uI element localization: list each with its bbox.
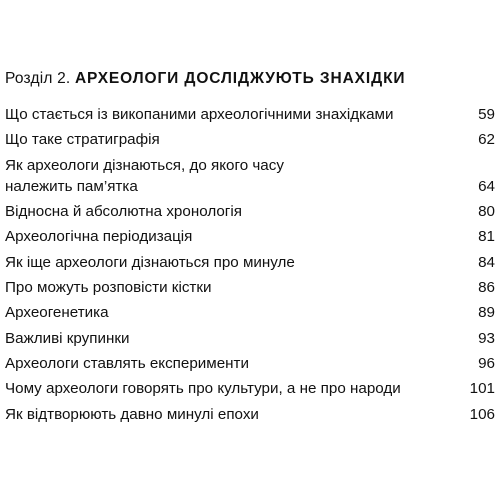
toc-entry-title: Археологи ставлять експерименти — [5, 354, 250, 372]
toc-entry-title: Як відтворюють давно минулі епохи — [5, 405, 259, 423]
toc-entry-title: Про можуть розповісти кістки — [5, 279, 212, 297]
toc-entry-page: 81 — [478, 228, 495, 246]
toc-entry-page: 64 — [478, 177, 495, 195]
toc-entry-title: Що таке стратиграфія — [5, 131, 160, 149]
toc-entry-page: 106 — [469, 405, 495, 423]
toc-entry-title: Важливі крупинки — [5, 329, 130, 347]
toc-entry-title: Чому археологи говорять про культури, а не про народи — [5, 380, 401, 398]
table-of-contents — [5, 69, 495, 429]
toc-entry-page: 93 — [478, 329, 495, 347]
toc-entry-title: Відносна й абсолютна хронологія — [5, 203, 242, 221]
toc-entry-title: Археологічна періодизація — [5, 228, 193, 246]
toc-entry — [5, 328, 495, 349]
toc-entry-page: 62 — [478, 131, 495, 149]
toc-entry — [5, 104, 495, 125]
toc-entry — [5, 277, 495, 298]
toc-entry — [5, 252, 495, 273]
toc-entry-page: 101 — [469, 380, 495, 398]
section-heading — [5, 69, 495, 89]
toc-entry-title: Як археологи дізнаються, до якого часу належить пам’ятка — [5, 156, 284, 195]
toc-entry-list — [5, 104, 495, 425]
toc-entry-page: 89 — [478, 304, 495, 322]
toc-entry — [5, 378, 495, 399]
toc-entry-title: Як іще археологи дізнаються про минуле — [5, 253, 295, 271]
toc-entry-title: Що стається із викопаними археологічними знахідками — [5, 106, 394, 123]
toc-entry — [5, 201, 495, 222]
toc-entry-page: 96 — [478, 354, 495, 372]
toc-entry-page: 84 — [478, 253, 495, 271]
toc-entry-page: 86 — [478, 279, 495, 297]
section-title: АРХЕОЛОГИ ДОСЛІДЖУЮТЬ ЗНАХІДКИ — [74, 70, 406, 87]
section-number: Розділ 2. — [5, 70, 71, 87]
toc-entry-page: 80 — [478, 203, 495, 221]
toc-entry-page: 59 — [478, 106, 495, 123]
toc-entry — [5, 302, 495, 323]
toc-entry — [5, 129, 495, 150]
toc-entry-title: Археогенетика — [5, 304, 109, 322]
toc-entry — [5, 404, 495, 425]
toc-entry — [5, 353, 495, 374]
toc-entry — [5, 155, 495, 198]
toc-entry — [5, 226, 495, 247]
